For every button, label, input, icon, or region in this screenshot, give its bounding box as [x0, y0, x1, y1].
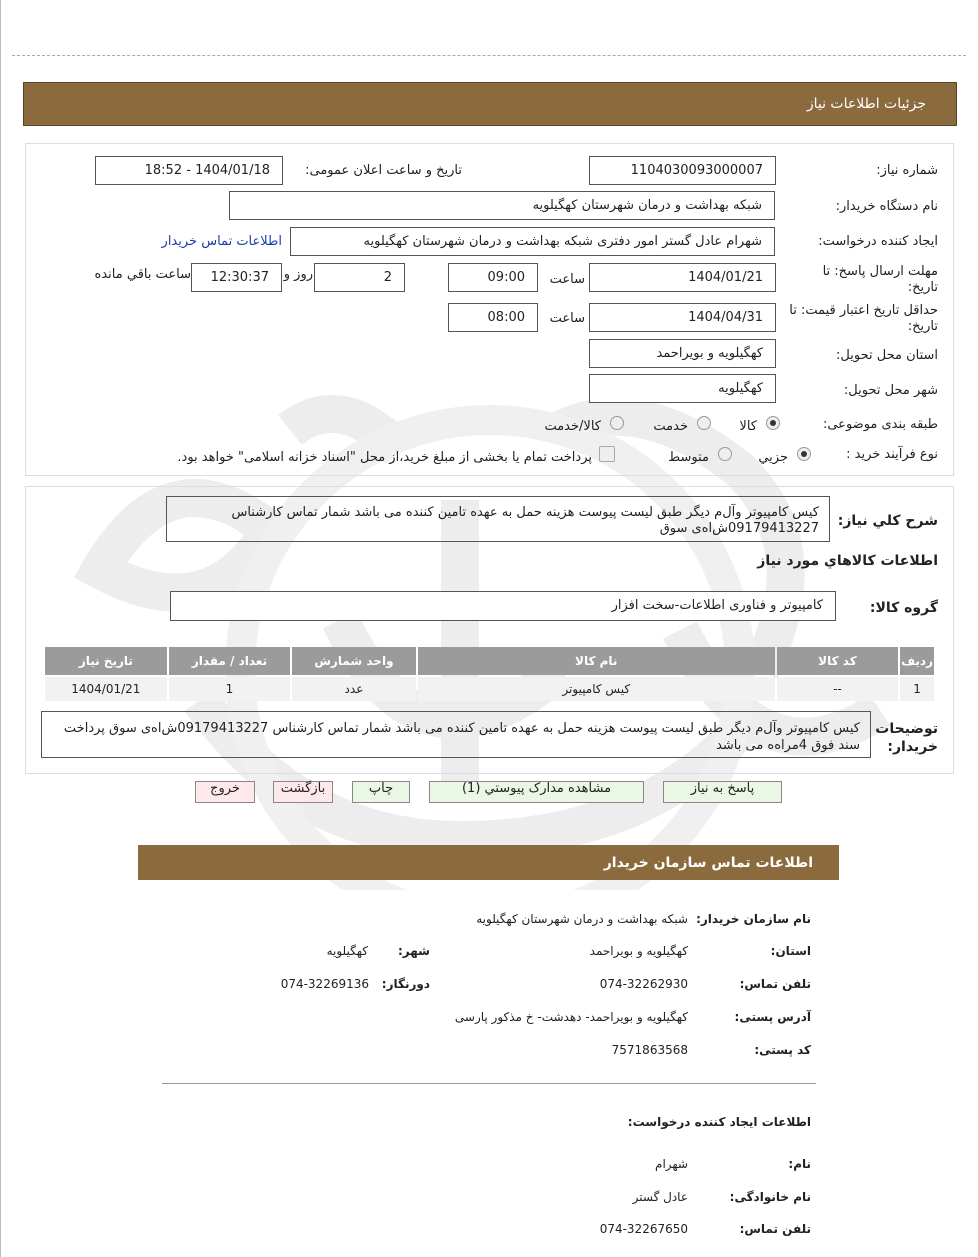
- contact-province: کهگیلویه و بویراحمد: [589, 944, 688, 958]
- back-button[interactable]: بازگشت: [273, 781, 333, 803]
- cell-qty: 1: [169, 677, 290, 701]
- table-row: [45, 677, 934, 701]
- col-name: نام کالا: [418, 647, 775, 675]
- process-minor-label: جزیي: [758, 450, 788, 465]
- contact-address: کهگیلویه و بویراحمد- دهدشت- خ مذکور پارسی: [454, 1010, 688, 1024]
- cell-row: 1: [900, 677, 934, 701]
- process-medium-radio[interactable]: [718, 447, 732, 461]
- deadline-date-field: 1404/01/21: [589, 263, 776, 292]
- col-code: کد کالا: [777, 647, 898, 675]
- need-number-label: شماره نیاز:: [876, 163, 938, 178]
- validity-label: حداقل تاریخ اعتبار قیمت: تا تاریخ:: [789, 303, 938, 334]
- deadline-time-field: 09:00: [448, 263, 538, 292]
- contact-divider: [162, 1083, 816, 1084]
- province-field: کهگیلویه و بویراحمد: [589, 339, 776, 368]
- contact-phone-label: تلفن تماس:: [739, 977, 811, 991]
- page-left-border: [0, 0, 1, 1257]
- buyer-org-field: شبکه بهداشت و درمان شهرستان کهگیلویه: [229, 191, 775, 220]
- need-number-field: 1104030093000007: [589, 156, 776, 185]
- details-header: [23, 82, 957, 126]
- category-goods-radio[interactable]: [766, 416, 780, 430]
- category-label: طبقه بندی موضوعی:: [822, 417, 938, 432]
- contact-fax: 074-32269136: [280, 977, 369, 991]
- creator-family-label: نام خانوادگی:: [729, 1190, 811, 1204]
- goods-group-field: کامپیوتر و فناوری اطلاعات-سخت افزار: [170, 591, 836, 621]
- category-both-radio[interactable]: [610, 416, 624, 430]
- city-field: کهگیلویه: [589, 374, 776, 403]
- announce-label: تاریخ و ساعت اعلان عمومی:: [305, 163, 462, 178]
- contact-address-label: آدرس پستی:: [734, 1010, 811, 1024]
- payment-note: پرداخت تمام یا بخشی از مبلغ خرید،از محل "اسناد خزانه اسلامی" خواهد بود.: [177, 450, 592, 465]
- contact-city-label: شهر:: [398, 944, 430, 958]
- process-minor-radio[interactable]: [797, 447, 811, 461]
- col-unit: واحد شمارش: [292, 647, 416, 675]
- contact-postal-label: کد پستی:: [754, 1043, 811, 1057]
- contact-city: کهگیلویه: [326, 944, 368, 958]
- buyer-org-label: نام دستگاه خریدار:: [835, 199, 938, 214]
- goods-group-label: گروه کالا:: [869, 600, 938, 616]
- creator-name: شهرام: [655, 1157, 688, 1171]
- creator-family: عادل گستر: [632, 1190, 688, 1204]
- days-label: روز و: [283, 267, 313, 282]
- goods-table: [43, 645, 936, 703]
- contact-fax-label: دورنگار:: [381, 977, 430, 991]
- announce-field: 1404/01/18 - 18:52: [95, 156, 283, 185]
- notes-label: توضیحات خریدار:: [875, 721, 938, 755]
- cell-code: --: [777, 677, 898, 701]
- contact-postal: 7571863568: [611, 1043, 688, 1057]
- contact-province-label: استان:: [770, 944, 811, 958]
- validity-time-label: ساعت: [549, 311, 585, 326]
- category-service-label: خدمت: [653, 419, 688, 434]
- province-label: استان محل تحویل:: [836, 348, 938, 363]
- buyer-contact-link[interactable]: اطلاعات تماس خریدار: [161, 234, 282, 249]
- cell-name: کیس کامپیوتر: [418, 677, 775, 701]
- city-label: شهر محل تحویل:: [843, 383, 938, 398]
- process-medium-label: متوسط: [668, 450, 709, 465]
- validity-time-field: 08:00: [448, 303, 538, 332]
- top-divider: [12, 55, 966, 56]
- requester-label: ایجاد کننده درخواست:: [818, 234, 938, 249]
- col-qty: تعداد / مقدار: [169, 647, 290, 675]
- remaining-label: ساعت باقي مانده: [94, 267, 191, 282]
- details-title: جزئیات اطلاعات نیاز: [806, 96, 926, 112]
- contact-header: [138, 845, 839, 880]
- category-service-radio[interactable]: [697, 416, 711, 430]
- requester-field: شهرام عادل گستر امور دفتری شبکه بهداشت و درمان شهرستان کهگیلویه: [290, 227, 775, 256]
- creator-phone: 074-32267650: [599, 1222, 688, 1236]
- cell-date: 1404/01/21: [45, 677, 167, 701]
- remaining-time-field: 12:30:37: [191, 263, 282, 292]
- contact-org-label: نام سازمان خریدار:: [696, 912, 811, 926]
- treasury-checkbox[interactable]: [599, 446, 615, 462]
- cell-unit: عدد: [292, 677, 416, 701]
- summary-label: شرح کلي نياز:: [837, 513, 938, 529]
- creator-name-label: نام:: [788, 1157, 811, 1171]
- deadline-label: مهلت ارسال پاسخ: تا تاریخ:: [822, 264, 938, 295]
- deadline-time-label: ساعت: [549, 272, 585, 287]
- process-label: نوع فرآیند خرید :: [846, 447, 938, 462]
- days-field: 2: [314, 263, 405, 292]
- category-both-label: کالا/خدمت: [544, 419, 601, 434]
- col-row: رديف: [900, 647, 934, 675]
- contact-org: شبکه بهداشت و درمان شهرستان کهگیلویه: [476, 912, 688, 926]
- category-goods-label: کالا: [739, 419, 757, 434]
- attachments-button[interactable]: مشاهده مدارک پیوستي (1): [429, 781, 644, 803]
- print-button[interactable]: چاپ: [352, 781, 410, 803]
- creator-title: اطلاعات ایجاد کننده درخواست:: [627, 1115, 811, 1129]
- creator-phone-label: تلفن تماس:: [739, 1222, 811, 1236]
- reply-button[interactable]: پاسخ به نیاز: [663, 781, 782, 803]
- contact-phone: 074-32262930: [599, 977, 688, 991]
- notes-text: کیس کامپیوتر وآل‌م دیگر طبق لیست پیوست هزینه حمل به عهده تامین کننده می باشد شمار تماس کارشناس 09179413227ش‌اه‌ی سوق پرداخت سند فوق 4مراه‌ه می باشد: [41, 711, 871, 758]
- validity-date-field: 1404/04/31: [589, 303, 776, 332]
- summary-text: کیس کامپیوتر وآل‌م دیگر طبق لیست پیوست هزینه حمل به عهده تامین کننده می باشد شمار تماس کارشناس 09179413227ش‌اه‌ی سوق: [166, 496, 830, 542]
- contact-title: اطلاعات تماس سازمان خریدار: [603, 855, 813, 871]
- goods-info-title: اطلاعات کالاهاي مورد نياز: [757, 553, 938, 569]
- exit-button[interactable]: خروج: [195, 781, 255, 803]
- col-date: تاریخ نیاز: [45, 647, 167, 675]
